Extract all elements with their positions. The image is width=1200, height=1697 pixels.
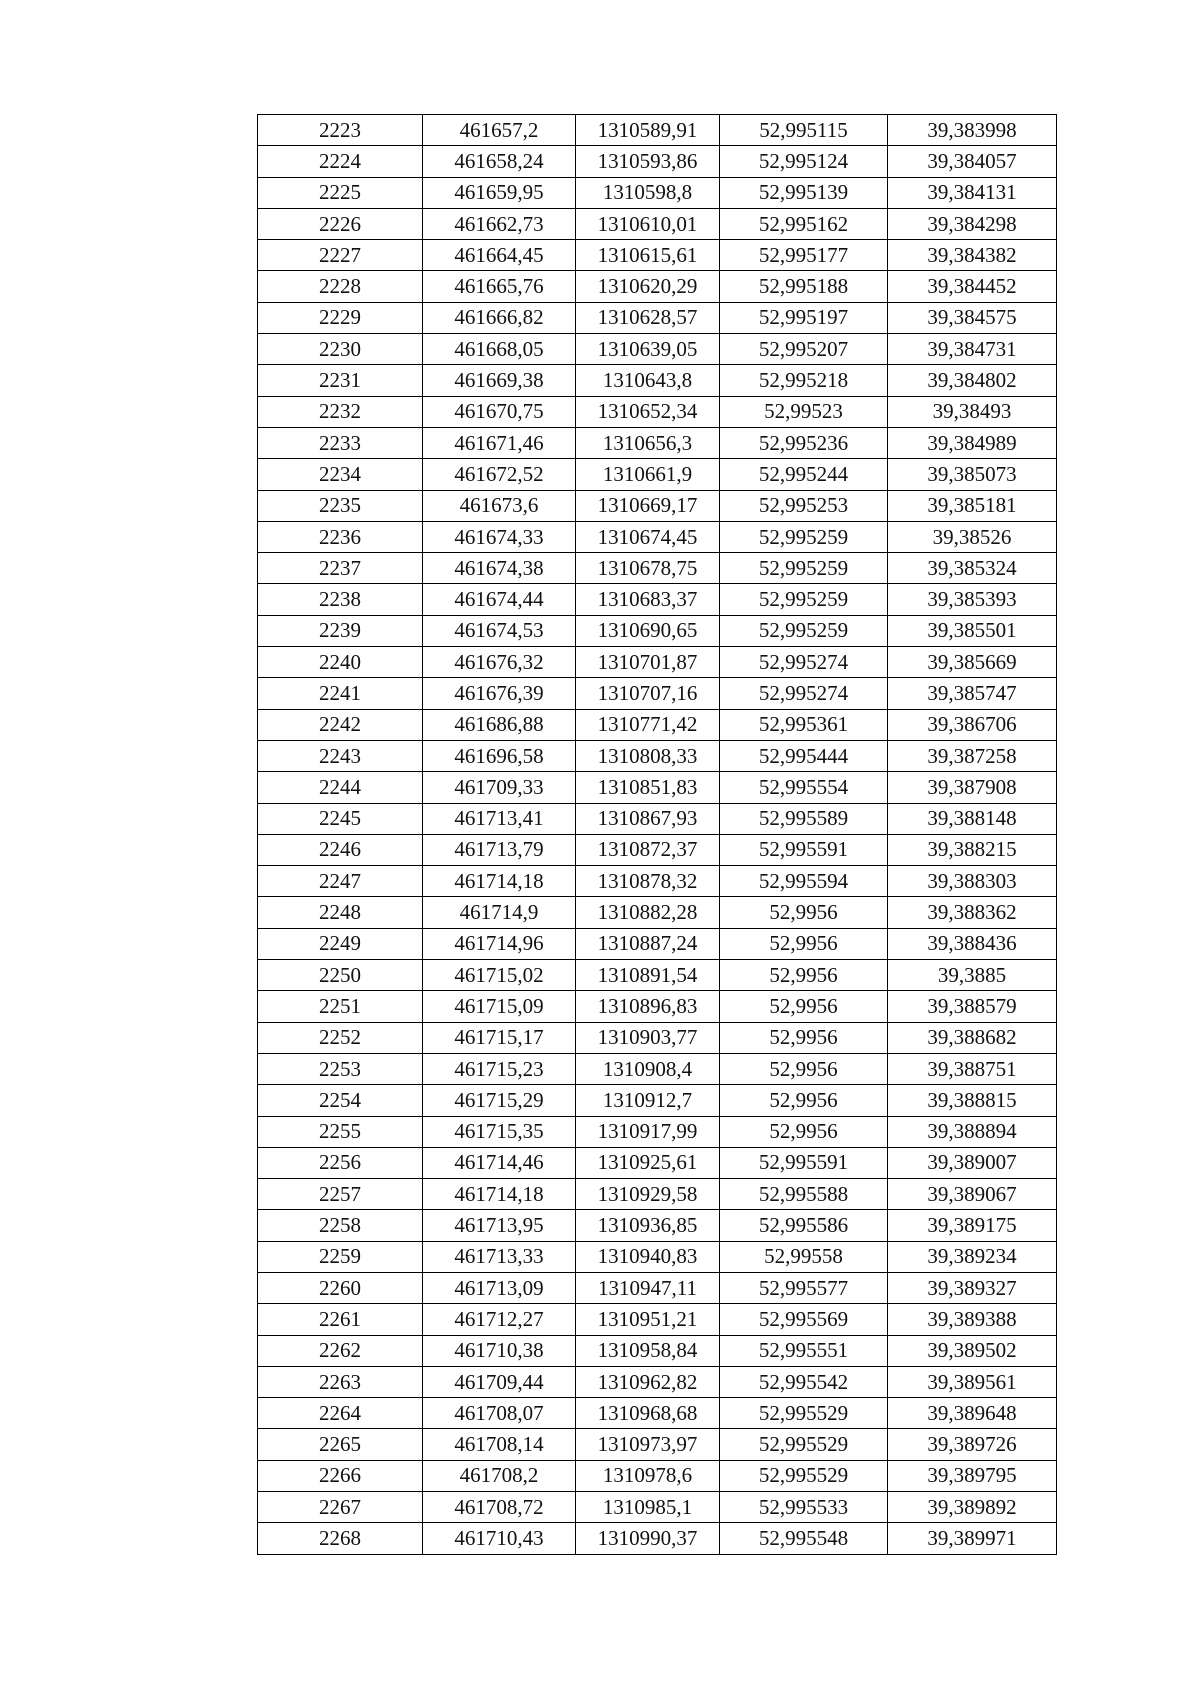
longitude-cell: 39,389561 [888, 1366, 1057, 1397]
table-row [258, 928, 1057, 959]
y-coordinate-cell: 1310643,8 [576, 365, 720, 396]
x-coordinate-cell: 461714,9 [423, 897, 576, 928]
point-number-cell: 2241 [258, 678, 423, 709]
table-row [258, 1460, 1057, 1491]
point-number-cell: 2244 [258, 772, 423, 803]
latitude-cell: 52,995274 [720, 678, 888, 709]
point-number-cell: 2267 [258, 1492, 423, 1523]
x-coordinate-cell: 461669,38 [423, 365, 576, 396]
longitude-cell: 39,389327 [888, 1272, 1057, 1303]
longitude-cell: 39,387908 [888, 772, 1057, 803]
point-number-cell: 2226 [258, 208, 423, 239]
y-coordinate-cell: 1310615,61 [576, 240, 720, 271]
latitude-cell: 52,9956 [720, 1053, 888, 1084]
table-row [258, 490, 1057, 521]
x-coordinate-cell: 461659,95 [423, 177, 576, 208]
x-coordinate-cell: 461672,52 [423, 459, 576, 490]
x-coordinate-cell: 461713,79 [423, 834, 576, 865]
point-number-cell: 2259 [258, 1241, 423, 1272]
x-coordinate-cell: 461674,53 [423, 615, 576, 646]
point-number-cell: 2233 [258, 427, 423, 458]
latitude-cell: 52,995529 [720, 1429, 888, 1460]
latitude-cell: 52,9956 [720, 960, 888, 991]
table-row [258, 146, 1057, 177]
x-coordinate-cell: 461662,73 [423, 208, 576, 239]
x-coordinate-cell: 461657,2 [423, 115, 576, 146]
point-number-cell: 2230 [258, 334, 423, 365]
point-number-cell: 2264 [258, 1398, 423, 1429]
x-coordinate-cell: 461673,6 [423, 490, 576, 521]
latitude-cell: 52,995259 [720, 553, 888, 584]
longitude-cell: 39,389175 [888, 1210, 1057, 1241]
x-coordinate-cell: 461713,41 [423, 803, 576, 834]
x-coordinate-cell: 461714,46 [423, 1147, 576, 1178]
longitude-cell: 39,389648 [888, 1398, 1057, 1429]
table-row [258, 678, 1057, 709]
table-row [258, 271, 1057, 302]
table-row [258, 115, 1057, 146]
y-coordinate-cell: 1310973,97 [576, 1429, 720, 1460]
y-coordinate-cell: 1310674,45 [576, 521, 720, 552]
point-number-cell: 2232 [258, 396, 423, 427]
latitude-cell: 52,995259 [720, 521, 888, 552]
point-number-cell: 2256 [258, 1147, 423, 1178]
longitude-cell: 39,388682 [888, 1022, 1057, 1053]
table-row [258, 740, 1057, 771]
y-coordinate-cell: 1310589,91 [576, 115, 720, 146]
table-row [258, 1366, 1057, 1397]
latitude-cell: 52,995139 [720, 177, 888, 208]
table-row [258, 177, 1057, 208]
longitude-cell: 39,384989 [888, 427, 1057, 458]
table-row [258, 1179, 1057, 1210]
longitude-cell: 39,385501 [888, 615, 1057, 646]
point-number-cell: 2262 [258, 1335, 423, 1366]
table-row [258, 1523, 1057, 1554]
point-number-cell: 2252 [258, 1022, 423, 1053]
y-coordinate-cell: 1310887,24 [576, 928, 720, 959]
x-coordinate-cell: 461708,07 [423, 1398, 576, 1429]
x-coordinate-cell: 461709,33 [423, 772, 576, 803]
point-number-cell: 2268 [258, 1523, 423, 1554]
x-coordinate-cell: 461714,18 [423, 1179, 576, 1210]
point-number-cell: 2225 [258, 177, 423, 208]
x-coordinate-cell: 461714,96 [423, 928, 576, 959]
latitude-cell: 52,995197 [720, 302, 888, 333]
table-row [258, 1429, 1057, 1460]
latitude-cell: 52,99558 [720, 1241, 888, 1272]
y-coordinate-cell: 1310925,61 [576, 1147, 720, 1178]
latitude-cell: 52,995533 [720, 1492, 888, 1523]
latitude-cell: 52,995259 [720, 584, 888, 615]
table-row [258, 960, 1057, 991]
x-coordinate-cell: 461686,88 [423, 709, 576, 740]
y-coordinate-cell: 1310639,05 [576, 334, 720, 365]
longitude-cell: 39,389502 [888, 1335, 1057, 1366]
x-coordinate-cell: 461676,32 [423, 647, 576, 678]
point-number-cell: 2231 [258, 365, 423, 396]
x-coordinate-cell: 461712,27 [423, 1304, 576, 1335]
point-number-cell: 2247 [258, 866, 423, 897]
table-row [258, 459, 1057, 490]
x-coordinate-cell: 461709,44 [423, 1366, 576, 1397]
longitude-cell: 39,3885 [888, 960, 1057, 991]
latitude-cell: 52,995542 [720, 1366, 888, 1397]
y-coordinate-cell: 1310661,9 [576, 459, 720, 490]
y-coordinate-cell: 1310882,28 [576, 897, 720, 928]
table-row [258, 1335, 1057, 1366]
x-coordinate-cell: 461708,2 [423, 1460, 576, 1491]
table-row [258, 1398, 1057, 1429]
longitude-cell: 39,388362 [888, 897, 1057, 928]
x-coordinate-cell: 461715,29 [423, 1085, 576, 1116]
latitude-cell: 52,995569 [720, 1304, 888, 1335]
longitude-cell: 39,385181 [888, 490, 1057, 521]
point-number-cell: 2257 [258, 1179, 423, 1210]
table-row [258, 834, 1057, 865]
y-coordinate-cell: 1310652,34 [576, 396, 720, 427]
point-number-cell: 2238 [258, 584, 423, 615]
latitude-cell: 52,995361 [720, 709, 888, 740]
latitude-cell: 52,9956 [720, 991, 888, 1022]
longitude-cell: 39,385747 [888, 678, 1057, 709]
latitude-cell: 52,995244 [720, 459, 888, 490]
longitude-cell: 39,389971 [888, 1523, 1057, 1554]
table-row [258, 1053, 1057, 1084]
point-number-cell: 2258 [258, 1210, 423, 1241]
point-number-cell: 2242 [258, 709, 423, 740]
y-coordinate-cell: 1310690,65 [576, 615, 720, 646]
coordinates-table-body [258, 115, 1057, 1555]
point-number-cell: 2239 [258, 615, 423, 646]
longitude-cell: 39,384575 [888, 302, 1057, 333]
latitude-cell: 52,9956 [720, 1022, 888, 1053]
latitude-cell: 52,995591 [720, 834, 888, 865]
point-number-cell: 2228 [258, 271, 423, 302]
table-row [258, 1272, 1057, 1303]
latitude-cell: 52,995577 [720, 1272, 888, 1303]
x-coordinate-cell: 461666,82 [423, 302, 576, 333]
longitude-cell: 39,384802 [888, 365, 1057, 396]
table-row [258, 803, 1057, 834]
latitude-cell: 52,995177 [720, 240, 888, 271]
point-number-cell: 2245 [258, 803, 423, 834]
latitude-cell: 52,995529 [720, 1398, 888, 1429]
table-row [258, 991, 1057, 1022]
x-coordinate-cell: 461710,43 [423, 1523, 576, 1554]
x-coordinate-cell: 461713,33 [423, 1241, 576, 1272]
y-coordinate-cell: 1310968,68 [576, 1398, 720, 1429]
point-number-cell: 2265 [258, 1429, 423, 1460]
table-row [258, 553, 1057, 584]
x-coordinate-cell: 461696,58 [423, 740, 576, 771]
latitude-cell: 52,995274 [720, 647, 888, 678]
y-coordinate-cell: 1310771,42 [576, 709, 720, 740]
longitude-cell: 39,388148 [888, 803, 1057, 834]
longitude-cell: 39,388436 [888, 928, 1057, 959]
point-number-cell: 2249 [258, 928, 423, 959]
y-coordinate-cell: 1310669,17 [576, 490, 720, 521]
latitude-cell: 52,995124 [720, 146, 888, 177]
longitude-cell: 39,385669 [888, 647, 1057, 678]
table-row [258, 302, 1057, 333]
point-number-cell: 2240 [258, 647, 423, 678]
y-coordinate-cell: 1310598,8 [576, 177, 720, 208]
latitude-cell: 52,9956 [720, 1085, 888, 1116]
y-coordinate-cell: 1310610,01 [576, 208, 720, 239]
table-row [258, 584, 1057, 615]
y-coordinate-cell: 1310896,83 [576, 991, 720, 1022]
point-number-cell: 2229 [258, 302, 423, 333]
table-row [258, 240, 1057, 271]
y-coordinate-cell: 1310903,77 [576, 1022, 720, 1053]
point-number-cell: 2263 [258, 1366, 423, 1397]
latitude-cell: 52,995259 [720, 615, 888, 646]
longitude-cell: 39,384382 [888, 240, 1057, 271]
point-number-cell: 2237 [258, 553, 423, 584]
longitude-cell: 39,388815 [888, 1085, 1057, 1116]
longitude-cell: 39,389795 [888, 1460, 1057, 1491]
x-coordinate-cell: 461715,02 [423, 960, 576, 991]
y-coordinate-cell: 1310878,32 [576, 866, 720, 897]
latitude-cell: 52,995554 [720, 772, 888, 803]
x-coordinate-cell: 461668,05 [423, 334, 576, 365]
y-coordinate-cell: 1310985,1 [576, 1492, 720, 1523]
point-number-cell: 2248 [258, 897, 423, 928]
table-row [258, 772, 1057, 803]
longitude-cell: 39,389234 [888, 1241, 1057, 1272]
latitude-cell: 52,995207 [720, 334, 888, 365]
table-row [258, 334, 1057, 365]
longitude-cell: 39,388579 [888, 991, 1057, 1022]
latitude-cell: 52,995586 [720, 1210, 888, 1241]
x-coordinate-cell: 461708,14 [423, 1429, 576, 1460]
point-number-cell: 2236 [258, 521, 423, 552]
y-coordinate-cell: 1310872,37 [576, 834, 720, 865]
table-row [258, 897, 1057, 928]
y-coordinate-cell: 1310936,85 [576, 1210, 720, 1241]
latitude-cell: 52,995236 [720, 427, 888, 458]
longitude-cell: 39,387258 [888, 740, 1057, 771]
latitude-cell: 52,995162 [720, 208, 888, 239]
longitude-cell: 39,389067 [888, 1179, 1057, 1210]
x-coordinate-cell: 461715,17 [423, 1022, 576, 1053]
table-row [258, 1492, 1057, 1523]
longitude-cell: 39,385324 [888, 553, 1057, 584]
y-coordinate-cell: 1310940,83 [576, 1241, 720, 1272]
latitude-cell: 52,995588 [720, 1179, 888, 1210]
latitude-cell: 52,995548 [720, 1523, 888, 1554]
latitude-cell: 52,995551 [720, 1335, 888, 1366]
x-coordinate-cell: 461715,35 [423, 1116, 576, 1147]
y-coordinate-cell: 1310683,37 [576, 584, 720, 615]
x-coordinate-cell: 461671,46 [423, 427, 576, 458]
latitude-cell: 52,995591 [720, 1147, 888, 1178]
y-coordinate-cell: 1310656,3 [576, 427, 720, 458]
longitude-cell: 39,384057 [888, 146, 1057, 177]
table-row [258, 647, 1057, 678]
x-coordinate-cell: 461674,38 [423, 553, 576, 584]
point-number-cell: 2260 [258, 1272, 423, 1303]
longitude-cell: 39,384131 [888, 177, 1057, 208]
y-coordinate-cell: 1310851,83 [576, 772, 720, 803]
longitude-cell: 39,388303 [888, 866, 1057, 897]
y-coordinate-cell: 1310958,84 [576, 1335, 720, 1366]
y-coordinate-cell: 1310908,4 [576, 1053, 720, 1084]
coordinates-table [257, 114, 1057, 1555]
point-number-cell: 2243 [258, 740, 423, 771]
point-number-cell: 2246 [258, 834, 423, 865]
point-number-cell: 2254 [258, 1085, 423, 1116]
y-coordinate-cell: 1310628,57 [576, 302, 720, 333]
point-number-cell: 2251 [258, 991, 423, 1022]
table-row [258, 709, 1057, 740]
longitude-cell: 39,388215 [888, 834, 1057, 865]
y-coordinate-cell: 1310962,82 [576, 1366, 720, 1397]
x-coordinate-cell: 461658,24 [423, 146, 576, 177]
latitude-cell: 52,995589 [720, 803, 888, 834]
table-row [258, 1116, 1057, 1147]
y-coordinate-cell: 1310978,6 [576, 1460, 720, 1491]
point-number-cell: 2261 [258, 1304, 423, 1335]
table-row [258, 208, 1057, 239]
latitude-cell: 52,99523 [720, 396, 888, 427]
x-coordinate-cell: 461715,23 [423, 1053, 576, 1084]
latitude-cell: 52,995594 [720, 866, 888, 897]
longitude-cell: 39,385073 [888, 459, 1057, 490]
longitude-cell: 39,385393 [888, 584, 1057, 615]
x-coordinate-cell: 461664,45 [423, 240, 576, 271]
x-coordinate-cell: 461713,09 [423, 1272, 576, 1303]
longitude-cell: 39,384298 [888, 208, 1057, 239]
x-coordinate-cell: 461708,72 [423, 1492, 576, 1523]
table-row [258, 1241, 1057, 1272]
longitude-cell: 39,389726 [888, 1429, 1057, 1460]
point-number-cell: 2223 [258, 115, 423, 146]
table-row [258, 1085, 1057, 1116]
latitude-cell: 52,995218 [720, 365, 888, 396]
table-row [258, 1022, 1057, 1053]
latitude-cell: 52,995115 [720, 115, 888, 146]
x-coordinate-cell: 461713,95 [423, 1210, 576, 1241]
table-row [258, 615, 1057, 646]
y-coordinate-cell: 1310990,37 [576, 1523, 720, 1554]
table-row [258, 1304, 1057, 1335]
longitude-cell: 39,386706 [888, 709, 1057, 740]
y-coordinate-cell: 1310947,11 [576, 1272, 720, 1303]
x-coordinate-cell: 461715,09 [423, 991, 576, 1022]
latitude-cell: 52,995444 [720, 740, 888, 771]
latitude-cell: 52,995188 [720, 271, 888, 302]
table-row [258, 365, 1057, 396]
table-row [258, 521, 1057, 552]
latitude-cell: 52,9956 [720, 1116, 888, 1147]
x-coordinate-cell: 461665,76 [423, 271, 576, 302]
longitude-cell: 39,389388 [888, 1304, 1057, 1335]
y-coordinate-cell: 1310701,87 [576, 647, 720, 678]
longitude-cell: 39,383998 [888, 115, 1057, 146]
point-number-cell: 2250 [258, 960, 423, 991]
point-number-cell: 2253 [258, 1053, 423, 1084]
y-coordinate-cell: 1310678,75 [576, 553, 720, 584]
point-number-cell: 2235 [258, 490, 423, 521]
longitude-cell: 39,38526 [888, 521, 1057, 552]
y-coordinate-cell: 1310891,54 [576, 960, 720, 991]
table-row [258, 1210, 1057, 1241]
latitude-cell: 52,995253 [720, 490, 888, 521]
x-coordinate-cell: 461710,38 [423, 1335, 576, 1366]
longitude-cell: 39,38493 [888, 396, 1057, 427]
y-coordinate-cell: 1310951,21 [576, 1304, 720, 1335]
x-coordinate-cell: 461674,44 [423, 584, 576, 615]
longitude-cell: 39,384452 [888, 271, 1057, 302]
latitude-cell: 52,9956 [720, 897, 888, 928]
table-row [258, 866, 1057, 897]
x-coordinate-cell: 461670,75 [423, 396, 576, 427]
longitude-cell: 39,388894 [888, 1116, 1057, 1147]
longitude-cell: 39,388751 [888, 1053, 1057, 1084]
point-number-cell: 2255 [258, 1116, 423, 1147]
point-number-cell: 2266 [258, 1460, 423, 1491]
y-coordinate-cell: 1310929,58 [576, 1179, 720, 1210]
y-coordinate-cell: 1310620,29 [576, 271, 720, 302]
y-coordinate-cell: 1310808,33 [576, 740, 720, 771]
point-number-cell: 2227 [258, 240, 423, 271]
y-coordinate-cell: 1310912,7 [576, 1085, 720, 1116]
point-number-cell: 2234 [258, 459, 423, 490]
longitude-cell: 39,389007 [888, 1147, 1057, 1178]
y-coordinate-cell: 1310707,16 [576, 678, 720, 709]
y-coordinate-cell: 1310917,99 [576, 1116, 720, 1147]
longitude-cell: 39,389892 [888, 1492, 1057, 1523]
longitude-cell: 39,384731 [888, 334, 1057, 365]
table-row [258, 1147, 1057, 1178]
latitude-cell: 52,9956 [720, 928, 888, 959]
latitude-cell: 52,995529 [720, 1460, 888, 1491]
x-coordinate-cell: 461676,39 [423, 678, 576, 709]
y-coordinate-cell: 1310593,86 [576, 146, 720, 177]
x-coordinate-cell: 461674,33 [423, 521, 576, 552]
x-coordinate-cell: 461714,18 [423, 866, 576, 897]
table-row [258, 427, 1057, 458]
point-number-cell: 2224 [258, 146, 423, 177]
y-coordinate-cell: 1310867,93 [576, 803, 720, 834]
table-row [258, 396, 1057, 427]
